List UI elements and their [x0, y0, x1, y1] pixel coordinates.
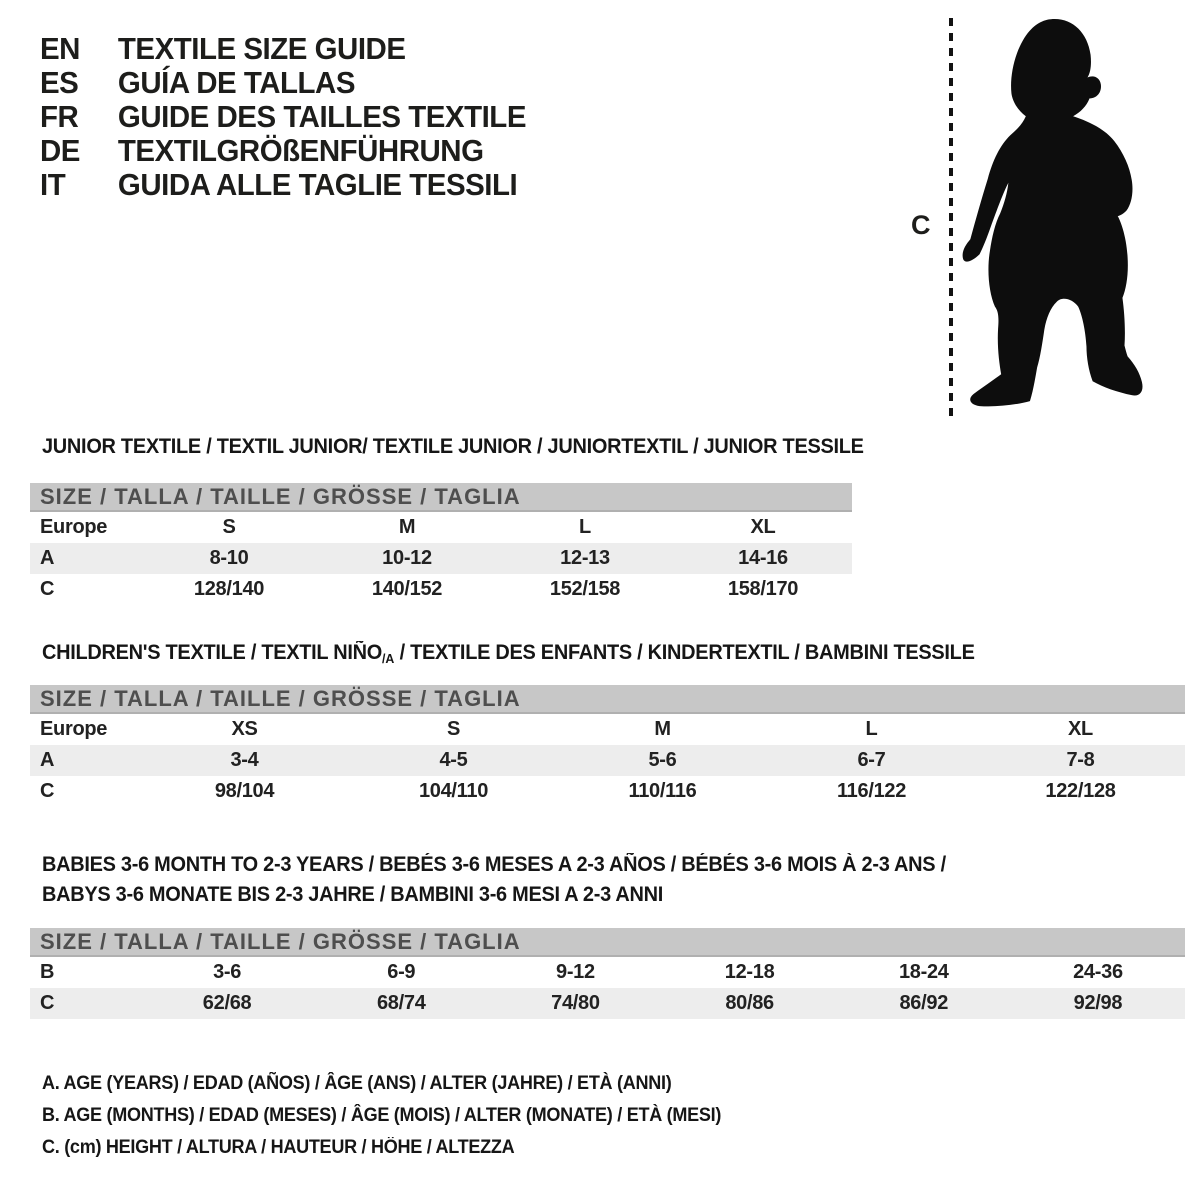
- language-code: IT: [40, 167, 66, 202]
- height-cell: 116/122: [836, 780, 907, 802]
- children-section-heading: [42, 641, 975, 666]
- age-cell: 10-12: [382, 547, 432, 569]
- language-code: EN: [40, 31, 80, 66]
- toddler-silhouette-icon: [958, 13, 1143, 415]
- size-cell: XS: [231, 718, 258, 740]
- size-cell: M: [654, 718, 671, 740]
- language-row-en: [40, 32, 526, 66]
- age-cell: 5-6: [648, 749, 677, 771]
- junior-size-table: [30, 483, 852, 605]
- legend-line-c: C. (cm) HEIGHT / ALTURA / HAUTEUR / HÖHE / ALTEZZA: [42, 1137, 515, 1158]
- table-row-europe: [30, 714, 1185, 745]
- measurement-legend: [42, 1068, 757, 1164]
- children-heading-sub: /A: [381, 651, 395, 666]
- size-header-bar: SIZE / TALLA / TAILLE / GRÖSSE / TAGLIA: [30, 928, 1185, 957]
- language-title: GUIDE DES TAILLES TEXTILE: [117, 99, 526, 134]
- age-cell: 3-4: [230, 749, 259, 771]
- height-cell: 140/152: [371, 578, 443, 600]
- age-cell: 8-10: [209, 547, 249, 569]
- row-label: Europe: [40, 516, 108, 538]
- height-cell: 122/128: [1045, 780, 1116, 802]
- row-label: C: [40, 578, 55, 600]
- height-cell: 74/80: [551, 992, 600, 1014]
- row-label: B: [40, 961, 55, 983]
- language-title: GUÍA DE TALLAS: [117, 65, 356, 100]
- size-cell: L: [865, 718, 878, 740]
- table-row-height: [30, 776, 1185, 807]
- height-cell: 86/92: [899, 992, 949, 1014]
- height-cell: 110/116: [628, 780, 697, 802]
- babies-section-heading: [42, 850, 946, 910]
- size-cell: M: [398, 516, 416, 538]
- row-label: C: [40, 992, 55, 1014]
- row-label: A: [40, 547, 55, 569]
- table-row-months: [30, 957, 1185, 988]
- language-row-de: [40, 134, 526, 168]
- language-code: ES: [40, 65, 79, 100]
- language-row-fr: [40, 100, 526, 134]
- height-measure-label: C: [911, 210, 931, 240]
- row-label: C: [40, 780, 55, 802]
- age-cell: 9-12: [556, 961, 595, 983]
- height-cell: 152/158: [549, 578, 621, 600]
- language-title: TEXTILE SIZE GUIDE: [117, 31, 406, 66]
- size-cell: S: [446, 718, 461, 740]
- height-cell: 158/170: [727, 578, 799, 600]
- junior-section-heading: JUNIOR TEXTILE / TEXTIL JUNIOR/ TEXTILE JUNIOR / JUNIORTEXTIL / JUNIOR TESSILE: [42, 435, 864, 458]
- language-row-es: [40, 66, 526, 100]
- age-cell: 18-24: [898, 961, 949, 983]
- height-cell: 92/98: [1073, 992, 1123, 1014]
- table-row-height: [30, 988, 1185, 1019]
- children-heading-pre: CHILDREN'S TEXTILE / TEXTIL NIÑO: [42, 641, 382, 664]
- age-cell: 6-9: [387, 961, 416, 983]
- language-title-list: [40, 32, 552, 202]
- age-cell: 3-6: [213, 961, 242, 983]
- size-header-bar: SIZE / TALLA / TAILLE / GRÖSSE / TAGLIA: [30, 483, 852, 512]
- row-label: Europe: [40, 718, 108, 740]
- legend-line-b: B. AGE (MONTHS) / EDAD (MESES) / ÂGE (MOIS) / ALTER (MONATE) / ETÀ (MESI): [42, 1105, 722, 1126]
- babies-heading-line2: BABYS 3-6 MONATE BIS 2-3 JAHRE / BAMBINI 3-6 MESI A 2-3 ANNI: [42, 883, 664, 906]
- age-cell: 24-36: [1073, 961, 1123, 983]
- language-row-it: [40, 168, 526, 202]
- age-cell: 6-7: [857, 749, 886, 771]
- age-cell: 4-5: [439, 749, 468, 771]
- language-title: GUIDA ALLE TAGLIE TESSILI: [117, 167, 518, 202]
- size-cell: XL: [1068, 718, 1093, 740]
- table-row-age: [30, 543, 852, 574]
- height-measure-dashed-line: [949, 18, 953, 417]
- height-cell: 98/104: [214, 780, 275, 802]
- size-cell: L: [579, 516, 591, 538]
- size-cell: XL: [750, 516, 776, 538]
- height-cell: 62/68: [202, 992, 252, 1014]
- height-cell: 80/86: [725, 992, 774, 1014]
- language-code: DE: [40, 133, 80, 168]
- children-heading-post: / TEXTILE DES ENFANTS / KINDERTEXTIL / BAMBINI TESSILE: [394, 641, 975, 664]
- table-row-height: [30, 574, 852, 605]
- row-label: A: [40, 749, 55, 771]
- size-header-bar: SIZE / TALLA / TAILLE / GRÖSSE / TAGLIA: [30, 685, 1185, 714]
- children-size-table: [30, 685, 1185, 807]
- size-cell: S: [222, 516, 236, 538]
- height-cell: 104/110: [418, 780, 489, 802]
- age-cell: 14-16: [738, 547, 788, 569]
- babies-heading-line1: BABIES 3-6 MONTH TO 2-3 YEARS / BEBÉS 3-6 MESES A 2-3 AÑOS / BÉBÉS 3-6 MOIS À 2-3 ANS /: [42, 853, 946, 876]
- language-code: FR: [40, 99, 79, 134]
- height-cell: 128/140: [193, 578, 265, 600]
- table-row-age: [30, 745, 1185, 776]
- language-title: TEXTILGRÖßENFÜHRUNG: [117, 133, 484, 168]
- table-row-europe: [30, 512, 852, 543]
- height-cell: 68/74: [376, 992, 426, 1014]
- legend-line-a: A. AGE (YEARS) / EDAD (AÑOS) / ÂGE (ANS) / ALTER (JAHRE) / ETÀ (ANNI): [42, 1073, 672, 1094]
- age-cell: 12-13: [560, 547, 610, 569]
- age-cell: 12-18: [724, 961, 775, 983]
- babies-size-table: [30, 928, 1185, 1019]
- age-cell: 7-8: [1066, 749, 1095, 771]
